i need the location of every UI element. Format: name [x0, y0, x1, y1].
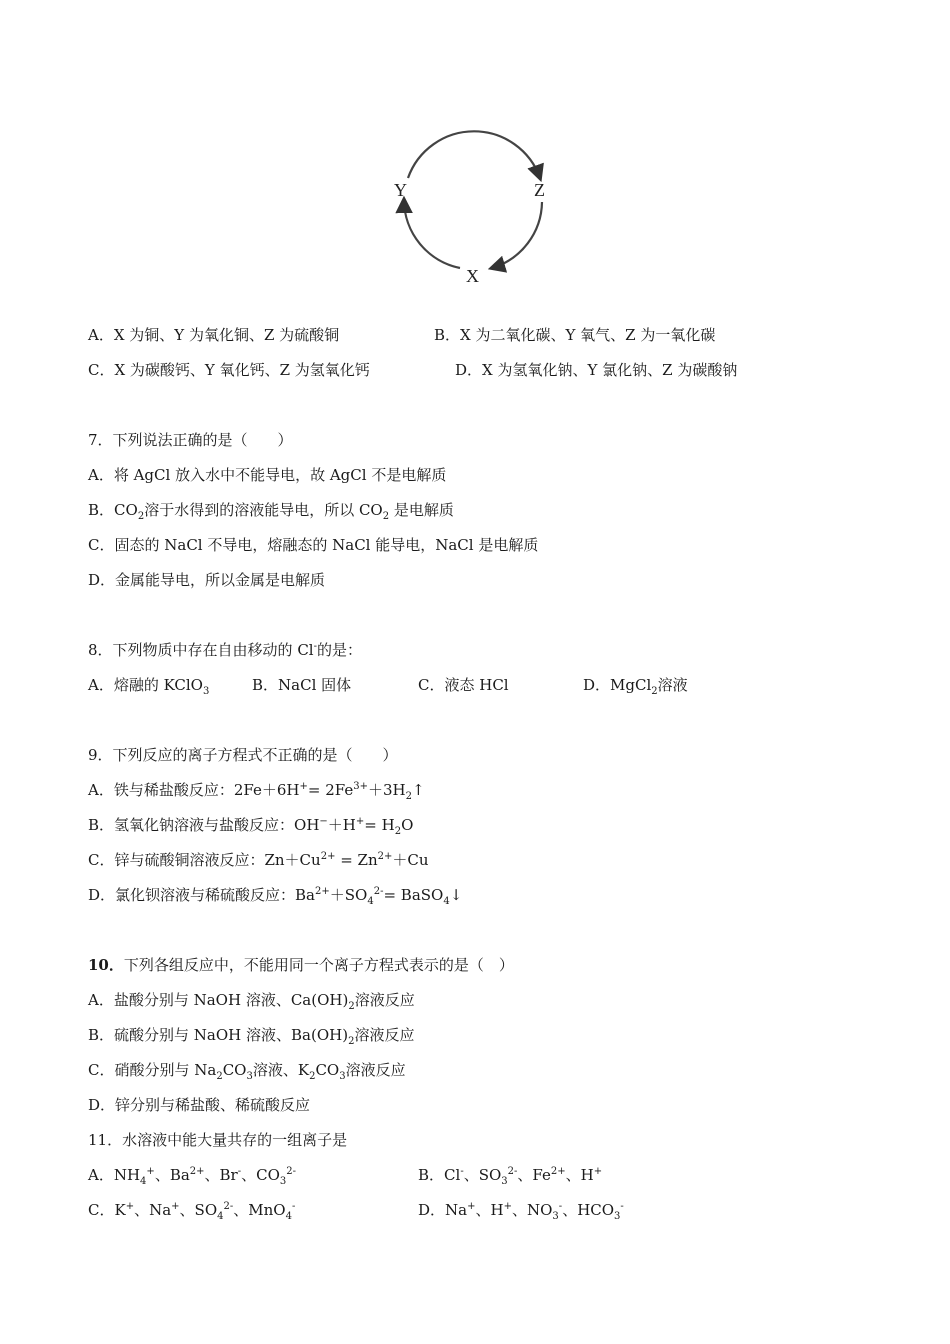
q10-stem: 10．下列各组反应中，不能用同一个离子方程式表示的是（ ）: [88, 956, 514, 974]
q6-option-b: B．X 为二氧化碳、Y 氧气、Z 为一氧化碳: [434, 326, 716, 344]
q11-option-d: D．Na+、H+、$NO_3^-$、$HCO_3^-$: [418, 1201, 624, 1222]
q8-option-b: B．NaCl 固体: [252, 676, 352, 694]
q7-option-d: D．金属能导电，所以金属是电解质: [88, 571, 326, 589]
q6-option-c: C．X 为碳酸钙、Y 氧化钙、Z 为氢氧化钙: [88, 361, 370, 379]
q10-option-b: B．硫酸分别与 NaOH 溶液、$Ba(OH)_2$溶液反应: [88, 1026, 415, 1047]
q6-option-a: A．X 为铜、Y 为氧化铜、Z 为硫酸铜: [88, 326, 340, 344]
q7-stem: 7．下列说法正确的是（ ）: [88, 431, 293, 449]
q9-stem: 9．下列反应的离子方程式不正确的是（ ）: [88, 746, 398, 764]
q6-option-d: D．X 为氢氧化钠、Y 氯化钠、Z 为碳酸钠: [455, 361, 738, 379]
node-z: Z: [534, 180, 545, 200]
cycle-diagram: [380, 120, 570, 290]
q9-option-d: D．氯化钡溶液与稀硫酸反应：$Ba^{2+}+SO_4^{2-}=$ BaSO$_4$↓: [88, 886, 463, 907]
q9-option-a: A．铁与稀盐酸反应：$2Fe+6H^+= 2Fe^{3+}+3H_2↑$: [88, 781, 425, 802]
q11-stem: 11．水溶液中能大量共存的一组离子是: [88, 1131, 348, 1149]
q8-option-a: A．熔融的 KClO$_3$: [88, 676, 210, 697]
node-y: Y: [394, 180, 407, 200]
q10-option-a: A．盐酸分别与 NaOH 溶液、$Ca(OH)_2$溶液反应: [88, 991, 415, 1012]
cycle-arrows-svg: [380, 120, 570, 290]
q7-option-b: B．$CO_2$溶于水得到的溶液能导电，所以 $CO_2$ 是电解质: [88, 501, 454, 522]
node-x: X: [466, 266, 479, 286]
q8-option-d: D．MgCl$_2$溶液: [583, 676, 688, 697]
q10-option-d: D．锌分别与稀盐酸、稀硫酸反应: [88, 1096, 311, 1114]
q11-option-c: C．K+、Na+、$SO_4^{2-}$、MnO$_4$-: [88, 1201, 296, 1222]
q7-option-a: A．将 AgCl 放入水中不能导电，故 AgCl 不是电解质: [88, 466, 447, 484]
q11-option-a: A．$NH_4^+$、$Ba^{2+}$、Br-、$CO_3^{2-}$: [88, 1166, 297, 1187]
q9-option-c: C．锌与硫酸铜溶液反应：$Zn+Cu^{2+} = Zn^{2+}+Cu$: [88, 851, 429, 869]
q9-option-b: B．氢氧化钠溶液与盐酸反应：$OH^-+H^+= H_2O$: [88, 816, 414, 837]
arrow-x-to-y: [404, 200, 460, 268]
arrow-y-to-z: [408, 131, 540, 178]
q11-option-b: B．Cl-、$SO_3^{2-}$、$Fe^{2+}$、H+: [418, 1166, 603, 1187]
q10-option-c: C．硝酸分别与 $Na_2CO_3$溶液、$K_2CO_3$溶液反应: [88, 1061, 406, 1082]
q8-option-c: C．液态 HCl: [418, 676, 509, 694]
arrow-z-to-x: [492, 202, 542, 268]
q7-option-c: C．固态的 NaCl 不导电，熔融态的 NaCl 能导电，NaCl 是电解质: [88, 536, 539, 554]
q8-stem: 8．下列物质中存在自由移动的 Cl-的是：: [88, 641, 362, 659]
